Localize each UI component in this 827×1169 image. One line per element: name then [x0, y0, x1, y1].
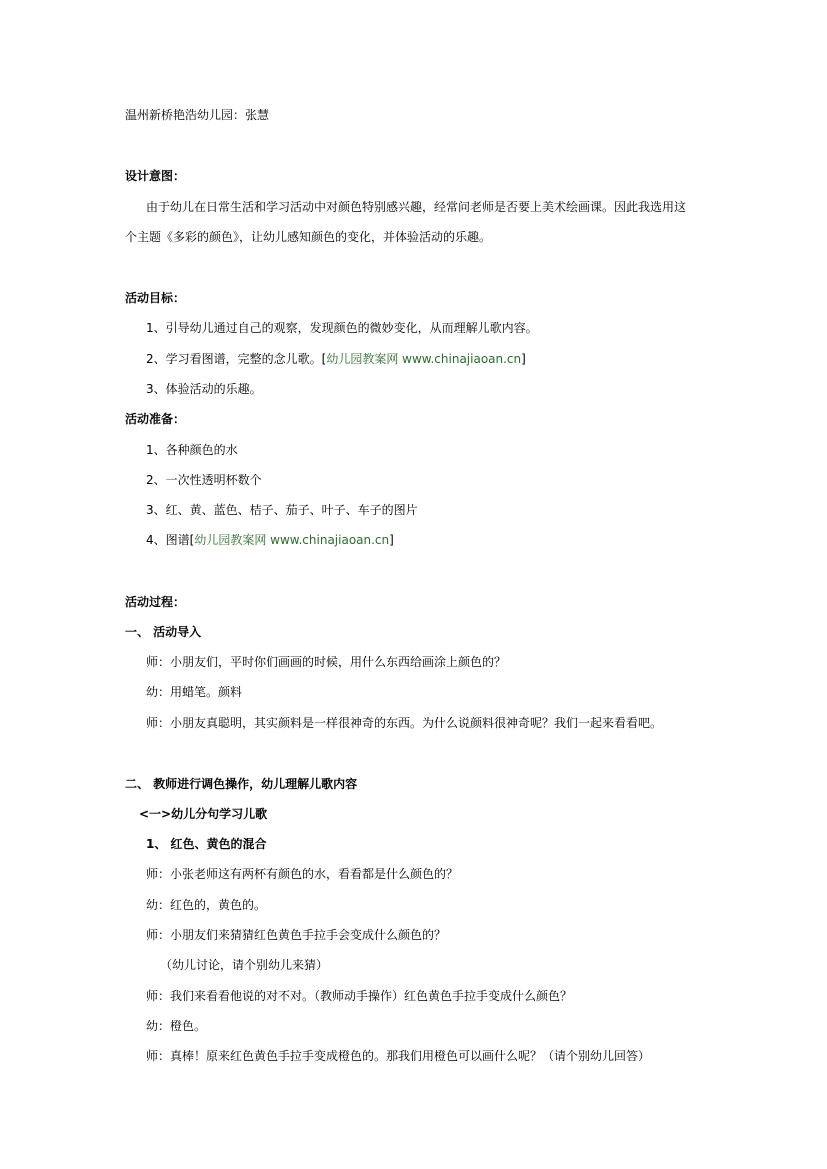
site-link[interactable]: 幼儿园教案网 www.chinajiaoan.cn: [194, 533, 390, 547]
section-2-line-4: （幼儿讨论，请个别幼儿来猜）: [160, 958, 329, 972]
section-1-line-3: 师：小朋友真聪明，其实颜料是一样很神奇的东西。为什么说颜料很神奇呢？我们一起来看看吧。: [146, 716, 663, 730]
section-2-step-1: 1、 红色、黄色的混合: [146, 837, 267, 851]
author-line: 温州新桥艳浩幼儿园：张慧: [125, 108, 270, 122]
section-2-line-2: 幼：红色的，黄色的。: [146, 898, 267, 912]
section-2-line-3: 师：小朋友们来猜猜红色黄色手拉手会变成什么颜色的？: [146, 928, 447, 942]
goal-item-1: 1、引导幼儿通过自己的观察，发现颜色的微妙变化，从而理解儿歌内容。: [146, 321, 538, 335]
goals-heading: 活动目标：: [125, 291, 186, 305]
goal-item-3: 3、体验活动的乐趣。: [146, 382, 262, 396]
prep-item-1: 1、各种颜色的水: [146, 443, 238, 457]
design-intent-heading: 设计意图：: [125, 169, 186, 183]
goal-item-2-text: 2、学习看图谱，完整的念儿歌。[: [146, 352, 327, 366]
section-2-line-1: 师：小张老师这有两杯有颜色的水，看看都是什么颜色的？: [146, 867, 459, 881]
prep-item-4-end: ]: [389, 533, 394, 547]
process-heading: 活动过程：: [125, 595, 186, 609]
prep-item-3: 3、红、黄、蓝色、桔子、茄子、叶子、车子的图片: [146, 503, 418, 517]
prep-item-4: [146, 532, 394, 548]
section-2-title: 二、 教师进行调色操作，幼儿理解儿歌内容: [125, 777, 358, 791]
section-1-line-1: 师：小朋友们，平时你们画画的时候，用什么东西给画涂上颜色的？: [146, 655, 507, 669]
design-intent-para-2: 个主题《多彩的颜色》，让幼儿感知颜色的变化，并体验活动的乐趣。: [125, 230, 492, 244]
section-2-line-6: 幼：橙色。: [146, 1019, 207, 1033]
section-1-title: 一、 活动导入: [125, 625, 202, 639]
section-2-line-7: 师：真棒！原来红色黄色手拉手变成橙色的。那我们用橙色可以画什么呢？（请个别幼儿回答）: [146, 1049, 651, 1063]
prep-item-2: 2、一次性透明杯数个: [146, 473, 262, 487]
section-2-subtitle: <一>幼儿分句学习儿歌: [139, 807, 268, 821]
section-1-line-2: 幼：用蜡笔。颜料: [146, 685, 243, 699]
goal-item-2: [146, 351, 526, 367]
goal-item-2-end: ]: [521, 352, 526, 366]
prep-item-4-text: 4、图谱[: [146, 533, 195, 547]
design-intent-para-1: 由于幼儿在日常生活和学习活动中对颜色特别感兴趣，经常问老师是否要上美术绘画课。因此我选用这: [146, 200, 687, 214]
preparation-heading: 活动准备：: [125, 412, 186, 426]
section-2-line-5: 师：我们来看看他说的对不对。（教师动手操作）红色黄色手拉手变成什么颜色？: [146, 989, 573, 1003]
site-link[interactable]: 幼儿园教案网 www.chinajiaoan.cn: [326, 352, 522, 366]
